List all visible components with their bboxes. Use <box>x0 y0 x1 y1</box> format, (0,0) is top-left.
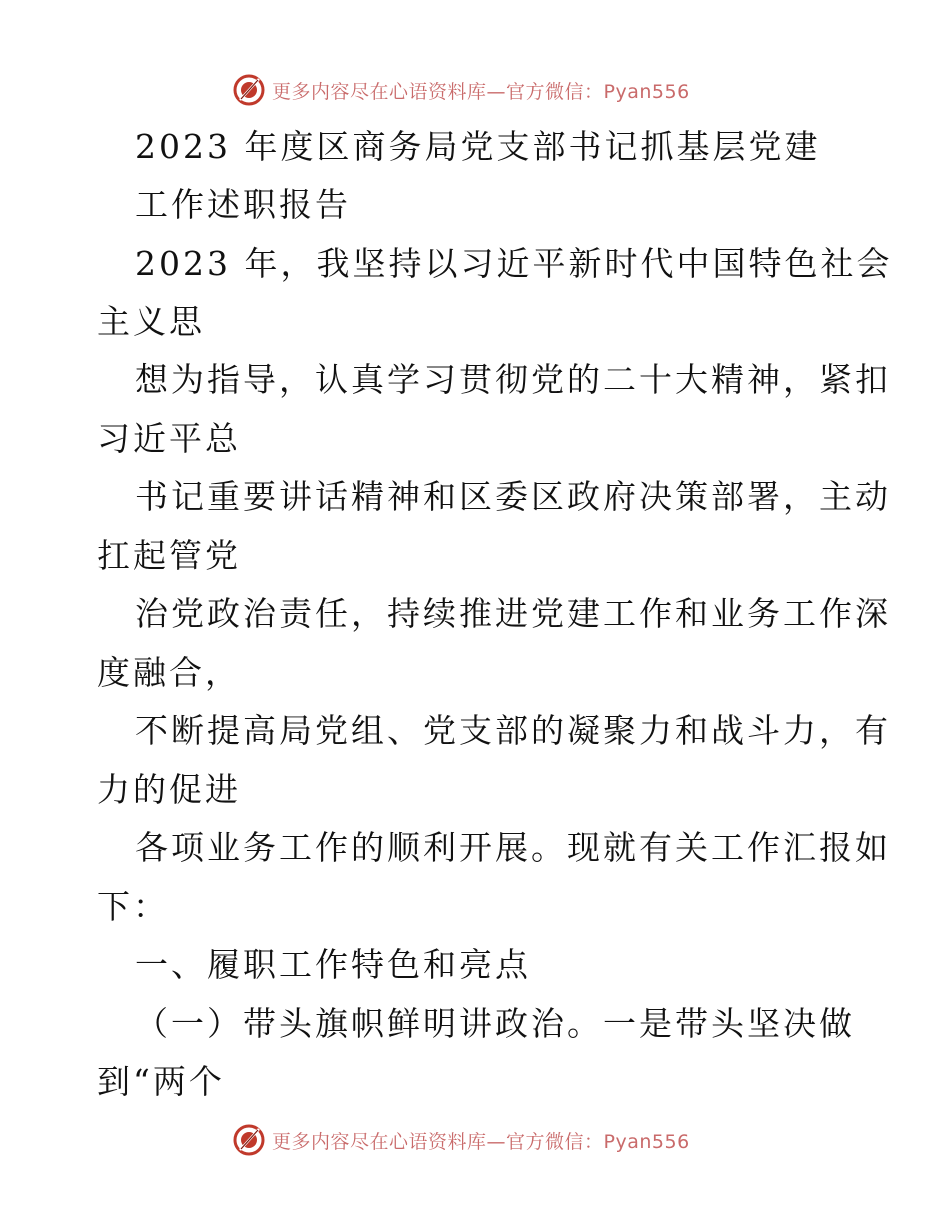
watermark-footer <box>232 1120 690 1160</box>
paragraph-line: 书记重要讲话精神和区委区政府决策部署，主动 <box>135 477 891 516</box>
paragraph-line: 不断提高局党组、党支部的凝聚力和战斗力，有 <box>135 711 891 750</box>
paragraph-line: 度融合， <box>97 653 241 692</box>
subsection-heading: （一）带头旗帜鲜明讲政治。一是带头坚决做 <box>135 1004 855 1043</box>
watermark-text: 更多内容尽在心语资料库—官方微信：Pyan556 <box>272 1130 690 1153</box>
section-heading: 一、履职工作特色和亮点 <box>135 945 531 984</box>
title-line-2: 工作述职报告 <box>135 185 351 224</box>
paragraph-line: 想为指导，认真学习贯彻党的二十大精神，紧扣 <box>135 360 891 399</box>
paragraph-line: 治党政治责任，持续推进党建工作和业务工作深 <box>135 594 891 633</box>
watermark-header <box>232 70 690 110</box>
paragraph-line: 下： <box>97 887 169 926</box>
paragraph-line: 2023 年，我坚持以习近平新时代中国特色社会 <box>135 244 893 283</box>
paragraph-line: 习近平总 <box>97 419 241 458</box>
paragraph-line: 各项业务工作的顺利开展。现就有关工作汇报如 <box>135 828 891 867</box>
paragraph-line: 主义思 <box>97 302 205 341</box>
paragraph-line: 到“两个 <box>97 1062 225 1101</box>
pen-seal-icon <box>232 73 266 107</box>
pen-seal-icon <box>232 1123 266 1157</box>
paragraph-line: 扛起管党 <box>97 536 241 575</box>
paragraph-line: 力的促进 <box>97 770 241 809</box>
watermark-text: 更多内容尽在心语资料库—官方微信：Pyan556 <box>272 80 690 103</box>
title-line-1: 2023 年度区商务局党支部书记抓基层党建 <box>135 127 821 166</box>
